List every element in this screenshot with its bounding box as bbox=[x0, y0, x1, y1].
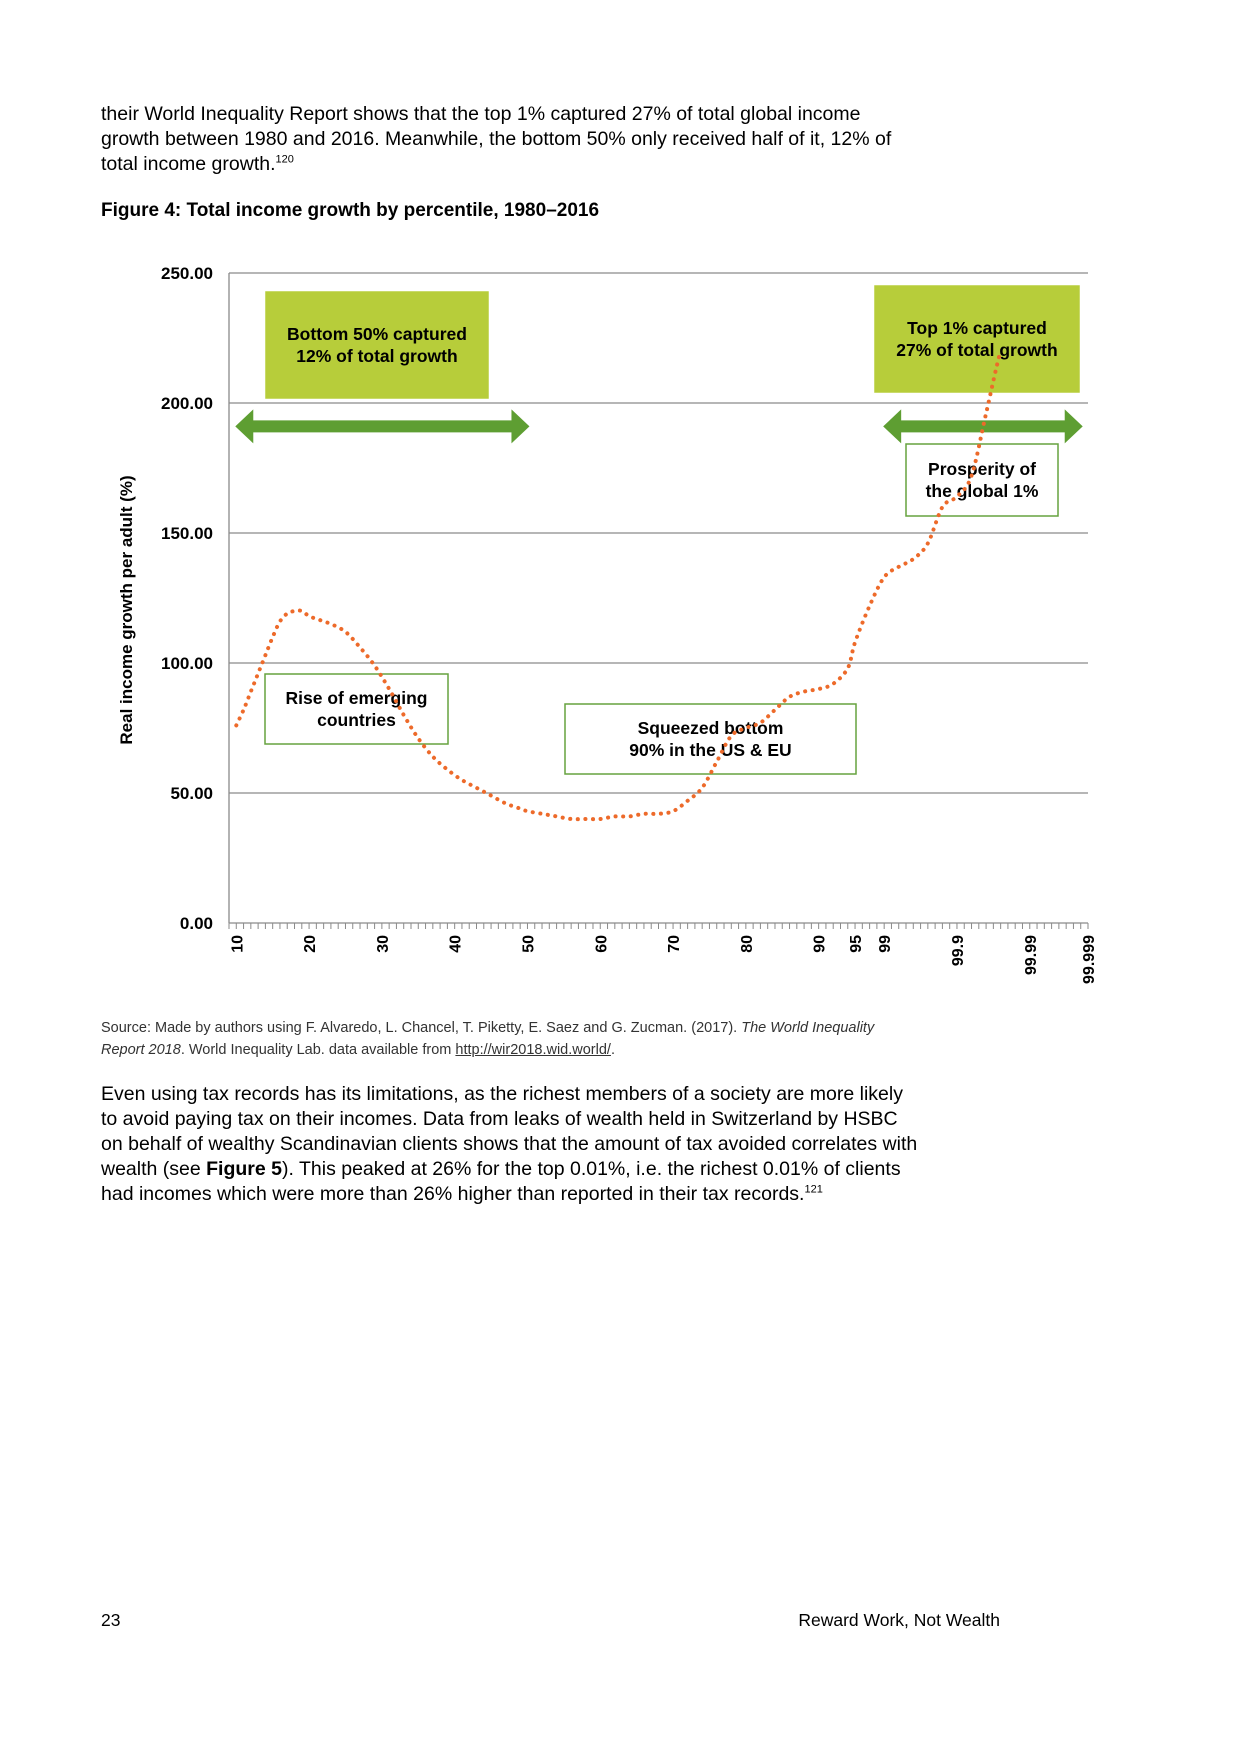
source-middle: . World Inequality Lab. data available from bbox=[180, 1042, 456, 1058]
x-tick-label: 40 bbox=[447, 935, 465, 953]
annotation-box bbox=[875, 286, 1079, 392]
source-prefix: Source: Made by authors using F. Alvaredo, L. Chancel, T. Piketty, E. Saez and G. Zucman. (2017). bbox=[101, 1020, 742, 1036]
x-tick-label: 30 bbox=[374, 935, 392, 953]
x-tick-label: 99.99 bbox=[1022, 935, 1040, 976]
source-suffix: . bbox=[610, 1042, 615, 1058]
x-tick-label: 10 bbox=[229, 935, 247, 953]
body-text-b: ). This peaked at 26% for the top 0.01%, i.e. the richest 0.01% of clients had incomes which were more than 26% higher than reported in their tax records. bbox=[101, 1158, 901, 1205]
annotation-text: countries bbox=[317, 710, 396, 730]
x-tick-label: 90 bbox=[811, 935, 829, 953]
annotation-bottom50 bbox=[266, 292, 488, 398]
source-link[interactable]: http://wir2018.wid.world/ bbox=[455, 1042, 611, 1058]
x-tick-label: 50 bbox=[520, 935, 538, 953]
annotation-top1 bbox=[875, 286, 1079, 392]
x-tick-label: 99 bbox=[877, 935, 895, 953]
annotation-boxes bbox=[265, 286, 1079, 774]
x-tick-label: 99.999 bbox=[1081, 935, 1098, 984]
x-tick-label: 60 bbox=[593, 935, 611, 953]
annotation-text: Bottom 50% captured bbox=[287, 324, 467, 344]
source-report-title: The World Inequality Report 2018 bbox=[101, 1020, 875, 1058]
x-tick-label: 99.9 bbox=[949, 935, 967, 967]
annotation-text: 12% of total growth bbox=[296, 346, 458, 366]
x-tick-label: 70 bbox=[666, 935, 684, 953]
figure-5-reference: Figure 5 bbox=[206, 1158, 282, 1180]
annotation-text: the global 1% bbox=[925, 481, 1039, 501]
annotation-box bbox=[565, 704, 856, 774]
annotation-squeezed bbox=[565, 704, 856, 774]
x-tick-labels bbox=[229, 935, 1098, 984]
annotation-text: Prosperity of bbox=[928, 459, 1036, 479]
y-axis-title: Real income growth per adult (%) bbox=[117, 475, 136, 745]
annotation-emerging bbox=[265, 674, 448, 744]
footnote-ref[interactable]: 120 bbox=[275, 153, 294, 166]
y-tick-labels bbox=[161, 264, 213, 933]
footer-title: Reward Work, Not Wealth bbox=[798, 1610, 1000, 1630]
annotation-text: Top 1% captured bbox=[907, 318, 1047, 338]
y-tick-label: 150.00 bbox=[161, 524, 213, 543]
intro-text: their World Inequality Report shows that the top 1% captured 27% of total global income growth between 1980 and 2016. Meanwhile, the bottom 50% only received half of it, 12% of total income growth. bbox=[101, 103, 892, 175]
annotation-box bbox=[906, 444, 1058, 516]
annotation-box bbox=[266, 292, 488, 398]
x-tick-label: 20 bbox=[302, 935, 320, 953]
y-tick-label: 100.00 bbox=[161, 654, 213, 673]
body-text-a: Even using tax records has its limitations, as the richest members of a society are more likely to avoid paying tax on their incomes. Data from leaks of wealth held in Switzerland by HSBC on behalf of wealthy Scandinavian clients shows that the amount of tax avoided correlates with wealth (see bbox=[101, 1083, 918, 1180]
body-paragraph bbox=[101, 1082, 921, 1207]
arrow-top1 bbox=[883, 409, 1083, 443]
annotation-text: 27% of total growth bbox=[896, 340, 1058, 360]
footnote-ref[interactable]: 121 bbox=[804, 1183, 823, 1196]
page-number: 23 bbox=[101, 1610, 121, 1630]
x-tick-label: 80 bbox=[738, 935, 756, 953]
y-tick-label: 50.00 bbox=[170, 784, 213, 803]
annotation-box bbox=[265, 674, 448, 744]
x-tick-label: 95 bbox=[848, 935, 866, 953]
annotation-text: Squeezed bottom bbox=[637, 718, 784, 738]
annotation-text: 90% in the US & EU bbox=[629, 740, 792, 760]
annotation-text: Rise of emerging bbox=[285, 688, 428, 708]
y-tick-label: 200.00 bbox=[161, 394, 213, 413]
arrow-bottom50 bbox=[235, 409, 529, 443]
figure-title: Figure 4: Total income growth by percentile, 1980–2016 bbox=[101, 200, 600, 221]
range-arrows bbox=[235, 409, 1082, 443]
y-tick-label: 250.00 bbox=[161, 264, 213, 283]
y-tick-label: 0.00 bbox=[179, 914, 213, 933]
source-note bbox=[101, 1017, 921, 1061]
annotation-prosperity bbox=[906, 444, 1058, 516]
